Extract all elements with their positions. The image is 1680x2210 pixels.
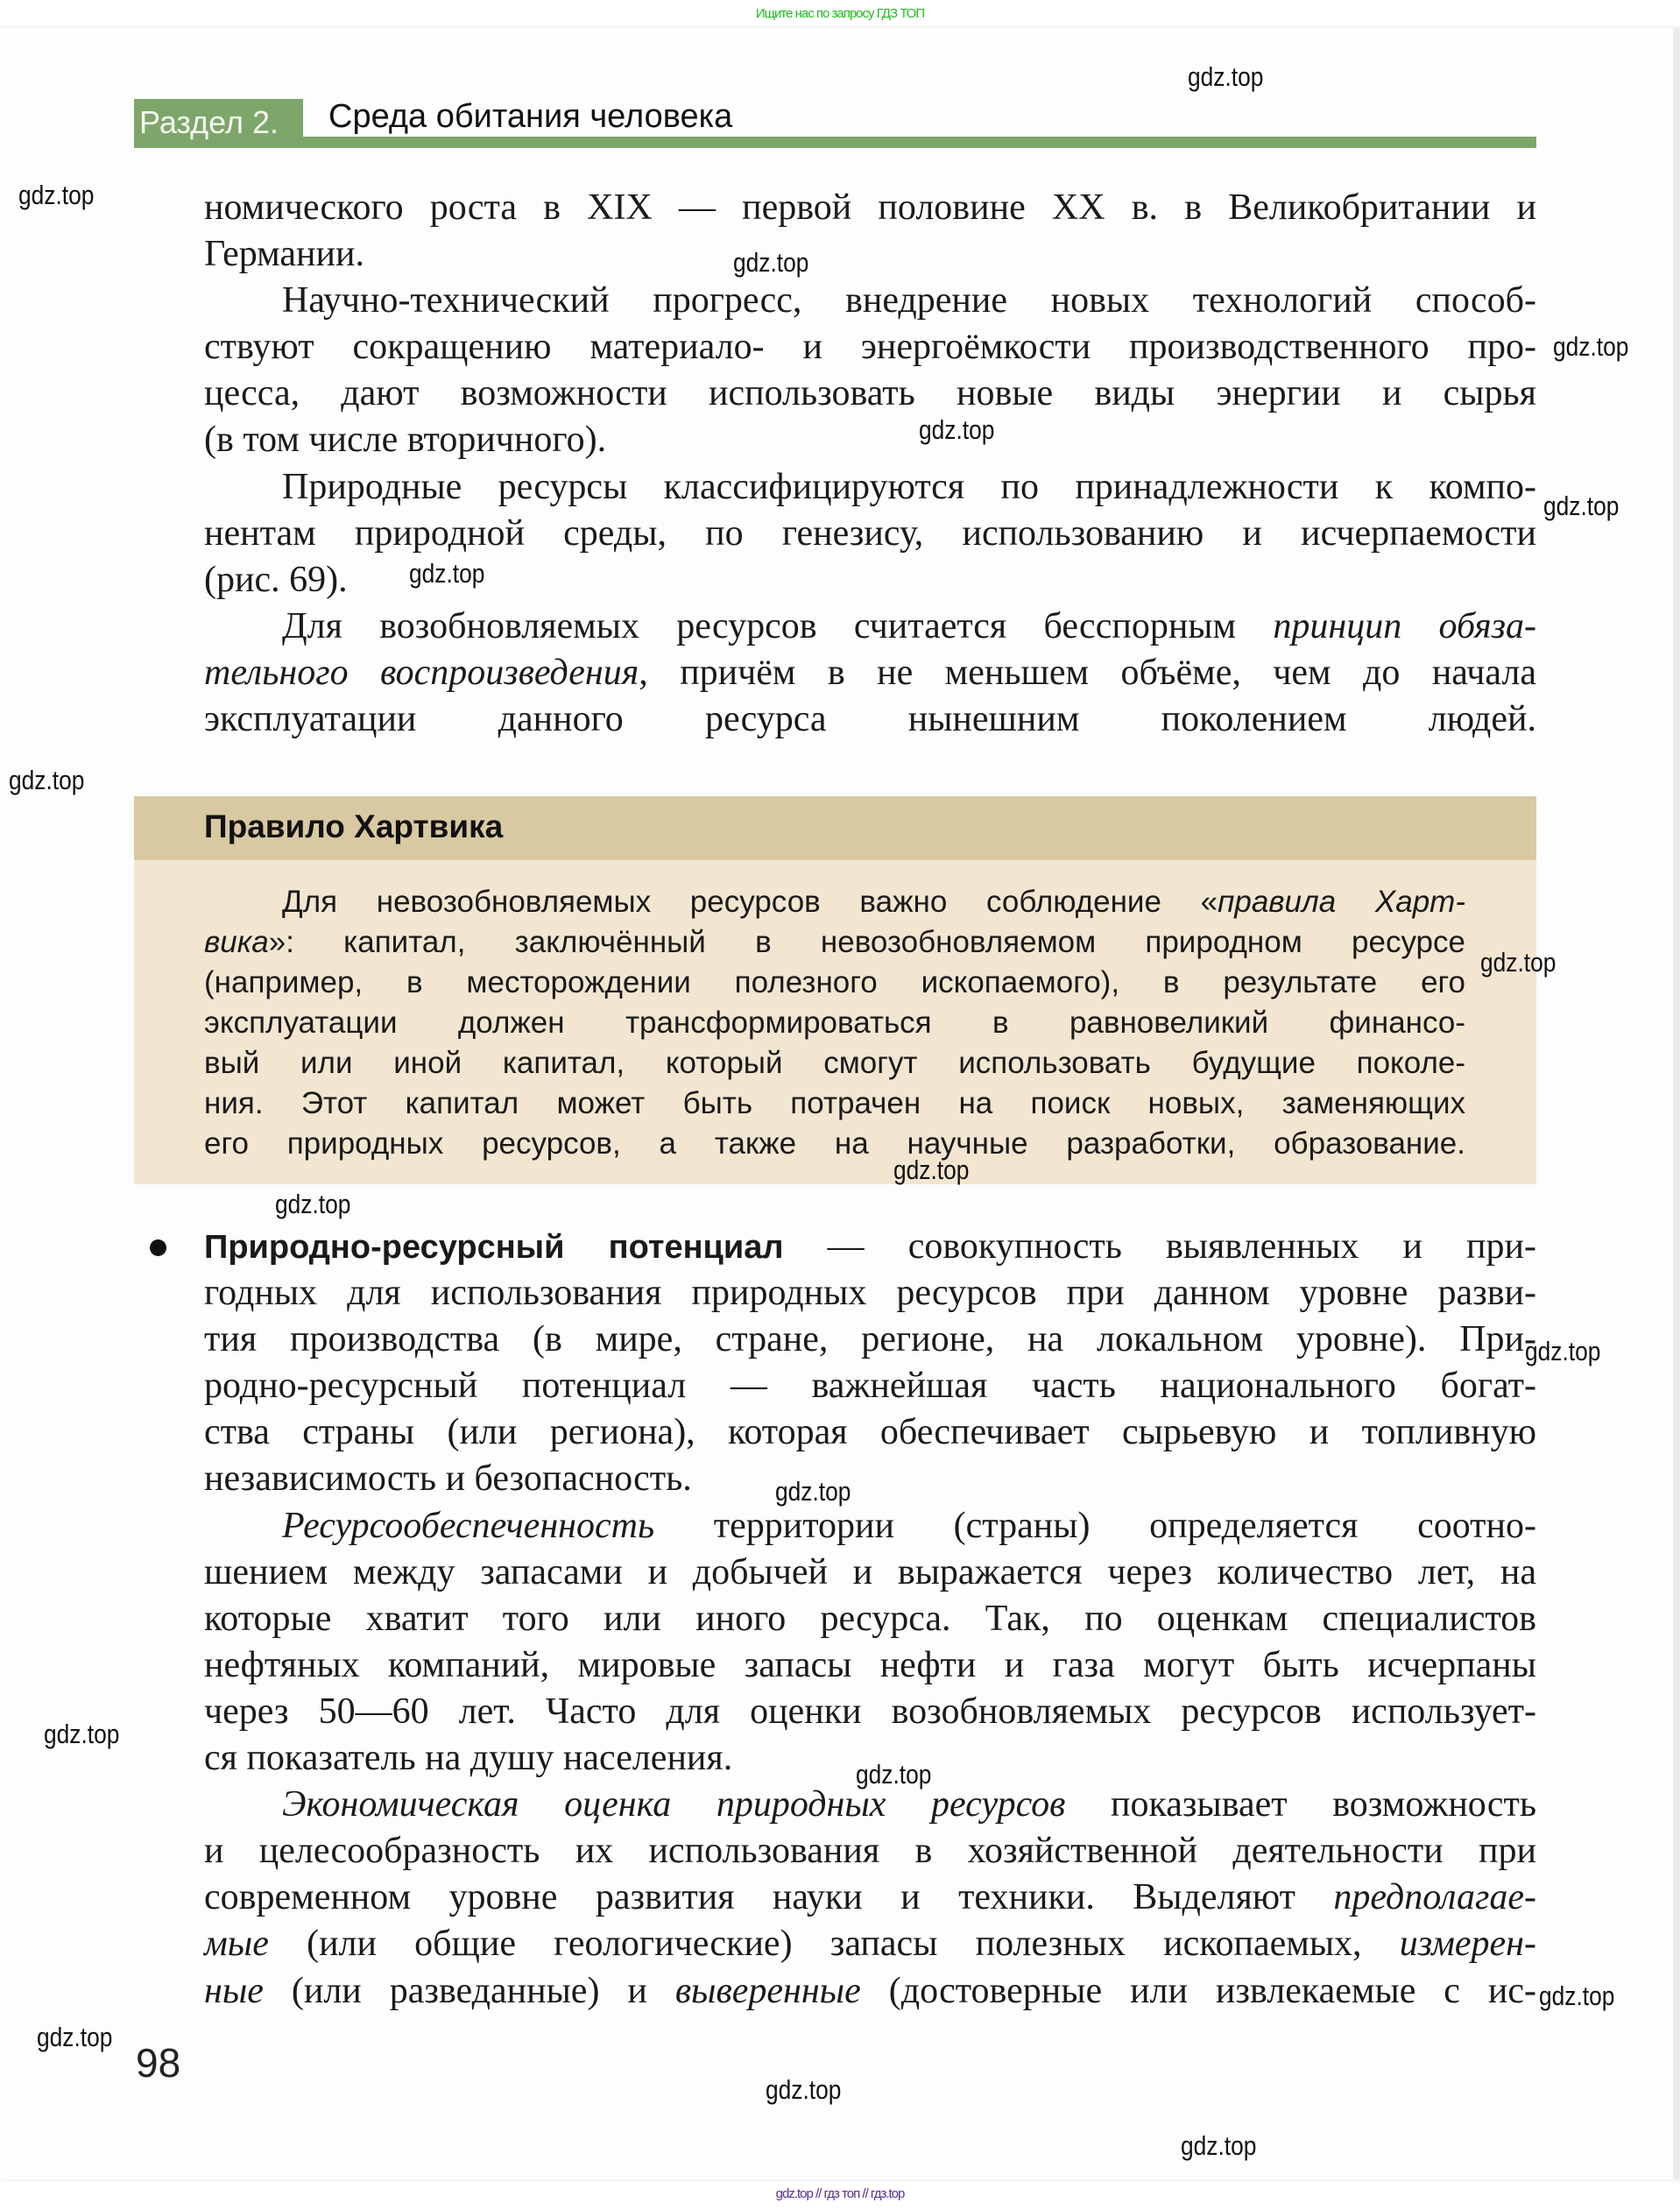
text-line [204, 1317, 1536, 1363]
text-run: ния. Этот капитал может быть потрачен на поиск новых, заменяющих [204, 1086, 1465, 1120]
text-run: Природные ресурсы классифицируются по принадлежности к компо- [282, 466, 1536, 507]
watermark-text: gdz.top [766, 2074, 842, 2105]
text-run: нефтяных компаний, мировые запасы нефти и газа могут быть исчерпаны [204, 1644, 1536, 1685]
text-run: независимость и безопасность. [204, 1458, 692, 1500]
section-title: Среда обитания человека [328, 98, 733, 135]
text-line [204, 1921, 1536, 1967]
text-line [204, 1003, 1465, 1043]
text-run: , причём в не меньшем объёме, чем до начала [639, 652, 1536, 693]
text-line [204, 1363, 1536, 1409]
watermark-text: gdz.top [9, 765, 85, 795]
text-run: годных для использования природных ресурсов при данном уровне разви- [204, 1273, 1536, 1314]
text-line [204, 231, 1536, 278]
watermark-text: gdz.top [1525, 1336, 1601, 1366]
watermark-text: gdz.top [409, 558, 485, 589]
box-header [134, 796, 1536, 860]
text-line [204, 1642, 1536, 1689]
text-run: эксплуатации должен трансформироваться в равновеликий финансо- [204, 1006, 1465, 1040]
box-text [204, 882, 1465, 1164]
bold-term: Природно-ресурсный потенциал [204, 1229, 784, 1266]
watermark-text: gdz.top [775, 1476, 851, 1507]
italic-term: Ресурсообеспеченность [282, 1505, 655, 1546]
text-line [204, 1503, 1536, 1550]
text-run: (достоверные или извлекаемые с ис- [860, 1970, 1536, 2011]
paragraphs-bottom [204, 1224, 1536, 2015]
text-run: территории (страны) определяется соотно- [654, 1505, 1536, 1546]
text-run: ства страны (или региона), которая обеспечивает сырьевую и топливную [204, 1412, 1536, 1453]
italic-term: принцип обяза- [1273, 605, 1536, 646]
text-line [204, 464, 1536, 511]
watermark-text: gdz.top [1480, 947, 1556, 978]
text-line [204, 1456, 1536, 1502]
italic-term: мые [204, 1924, 269, 1965]
watermark-text: gdz.top [44, 1719, 120, 1749]
text-line [204, 511, 1536, 557]
text-run: его природных ресурсов, а также на научные разработки, образование. [204, 1126, 1465, 1161]
text-run: цесса, дают возможности использовать новые виды энергии и сырья [204, 373, 1536, 414]
text-line [204, 1828, 1536, 1875]
italic-term: правила Харт- [1218, 885, 1465, 919]
text-run: (в том числе вторичного). [204, 420, 607, 461]
top-banner-link[interactable]: Ищите нас по запросу ГДЗ ТОП [755, 6, 925, 21]
text-line [204, 604, 1536, 650]
text-line [204, 882, 1465, 922]
text-line [204, 278, 1536, 324]
text-run: Научно-технический прогресс, внедрение новых технологий способ- [282, 280, 1536, 321]
italic-term: тельного воспроизведения [204, 652, 639, 693]
text-run: Для возобновляемых ресурсов считается бесспорным [282, 605, 1274, 646]
text-run: (или разведанные) и [263, 1970, 675, 2011]
text-line [204, 557, 1536, 604]
text-run: вый или иной капитал, который смогут использовать будущие поколе- [204, 1046, 1465, 1080]
text-line [204, 1409, 1536, 1456]
watermark-text: gdz.top [275, 1189, 351, 1219]
text-run: ствуют сокращению материало- и энергоёмкости производственного про- [204, 327, 1536, 368]
text-line [204, 417, 1536, 463]
watermark-text: gdz.top [919, 414, 995, 445]
text-run: и целесообразность их использования в хозяйственной деятельности при [204, 1831, 1536, 1872]
text-run: нентам природной среды, по генезису, использованию и исчерпаемости [204, 512, 1536, 554]
watermark-text: gdz.top [1553, 331, 1629, 362]
header-rule [134, 137, 1536, 148]
text-line [204, 1968, 1536, 2015]
text-line [204, 371, 1536, 417]
text-run: ся показатель на душу населения. [204, 1738, 733, 1779]
paragraphs-top [204, 185, 1536, 743]
text-line [204, 1124, 1465, 1164]
text-line [204, 1270, 1536, 1317]
text-run: тия производства (в мире, стране, регионе, на локальном уровне). При- [204, 1319, 1536, 1360]
section-label-block [134, 99, 303, 148]
text-line [204, 1596, 1536, 1642]
box-title: Правило Хартвика [204, 808, 504, 844]
text-line [204, 1689, 1536, 1735]
text-run: — совокупность выявленных и при- [783, 1226, 1536, 1267]
italic-term: предполагае- [1333, 1877, 1536, 1918]
watermark-text: gdz.top [1181, 2130, 1257, 2161]
text-run: через 50—60 лет. Часто для оценки возобновляемых ресурсов использует- [204, 1691, 1536, 1732]
text-line [204, 922, 1465, 963]
text-line [204, 1043, 1465, 1084]
watermark-text: gdz.top [37, 2022, 113, 2052]
text-run: Для невозобновляемых ресурсов важно соблюдение « [282, 885, 1218, 919]
italic-term: измерен- [1399, 1924, 1536, 1965]
text-run: шением между запасами и добычей и выражается через количество лет, на [204, 1551, 1536, 1592]
text-run: которые хватит того или иного ресурса. Так, по оценкам специалистов [204, 1598, 1536, 1639]
text-run: Германии. [204, 234, 364, 275]
italic-term: выверенные [674, 1970, 861, 2011]
bottom-banner-link[interactable]: gdz.top // гдз топ // гдз.top [775, 2186, 905, 2201]
text-run: родно-ресурсный потенциал — важнейшая часть национального богат- [204, 1366, 1536, 1407]
page-number: 98 [136, 2040, 181, 2086]
text-line [204, 963, 1465, 1003]
text-line [204, 650, 1536, 696]
text-line [204, 1224, 1536, 1270]
italic-term: Экономическая оценка природных ресурсов [282, 1784, 1066, 1825]
text-line [204, 1550, 1536, 1596]
watermark-text: gdz.top [893, 1154, 970, 1185]
text-run: эксплуатации данного ресурса нынешним поколением людей. [204, 699, 1536, 740]
text-run: »: капитал, заключённый в невозобновляемом природном ресурсе [268, 925, 1465, 959]
text-line [204, 1084, 1465, 1124]
text-run: (рис. 69). [204, 559, 348, 600]
text-run: (или общие геологические) запасы полезных ископаемых, [268, 1924, 1400, 1965]
text-run: (например, в месторождении полезного ископаемого), в результате его [204, 965, 1465, 999]
text-line [204, 324, 1536, 371]
text-line [204, 696, 1536, 743]
watermark-text: gdz.top [1188, 61, 1264, 92]
text-run: номического роста в XIX — первой половине XX в. в Великобритании и [204, 187, 1536, 228]
watermark-text: gdz.top [1539, 1981, 1615, 2011]
text-line [204, 185, 1536, 231]
section-label: Раздел 2. [139, 104, 279, 140]
italic-term: ные [204, 1970, 264, 2011]
bullet-icon [150, 1239, 166, 1256]
text-line [204, 1875, 1536, 1921]
italic-term: вика [204, 925, 269, 959]
watermark-text: gdz.top [856, 1759, 932, 1790]
watermark-text: gdz.top [733, 247, 809, 278]
watermark-text: gdz.top [18, 180, 95, 210]
text-run: современном уровне развития науки и техники. Выделяют [204, 1877, 1334, 1918]
text-run: показывает возможность [1065, 1784, 1536, 1825]
watermark-text: gdz.top [1543, 491, 1620, 521]
